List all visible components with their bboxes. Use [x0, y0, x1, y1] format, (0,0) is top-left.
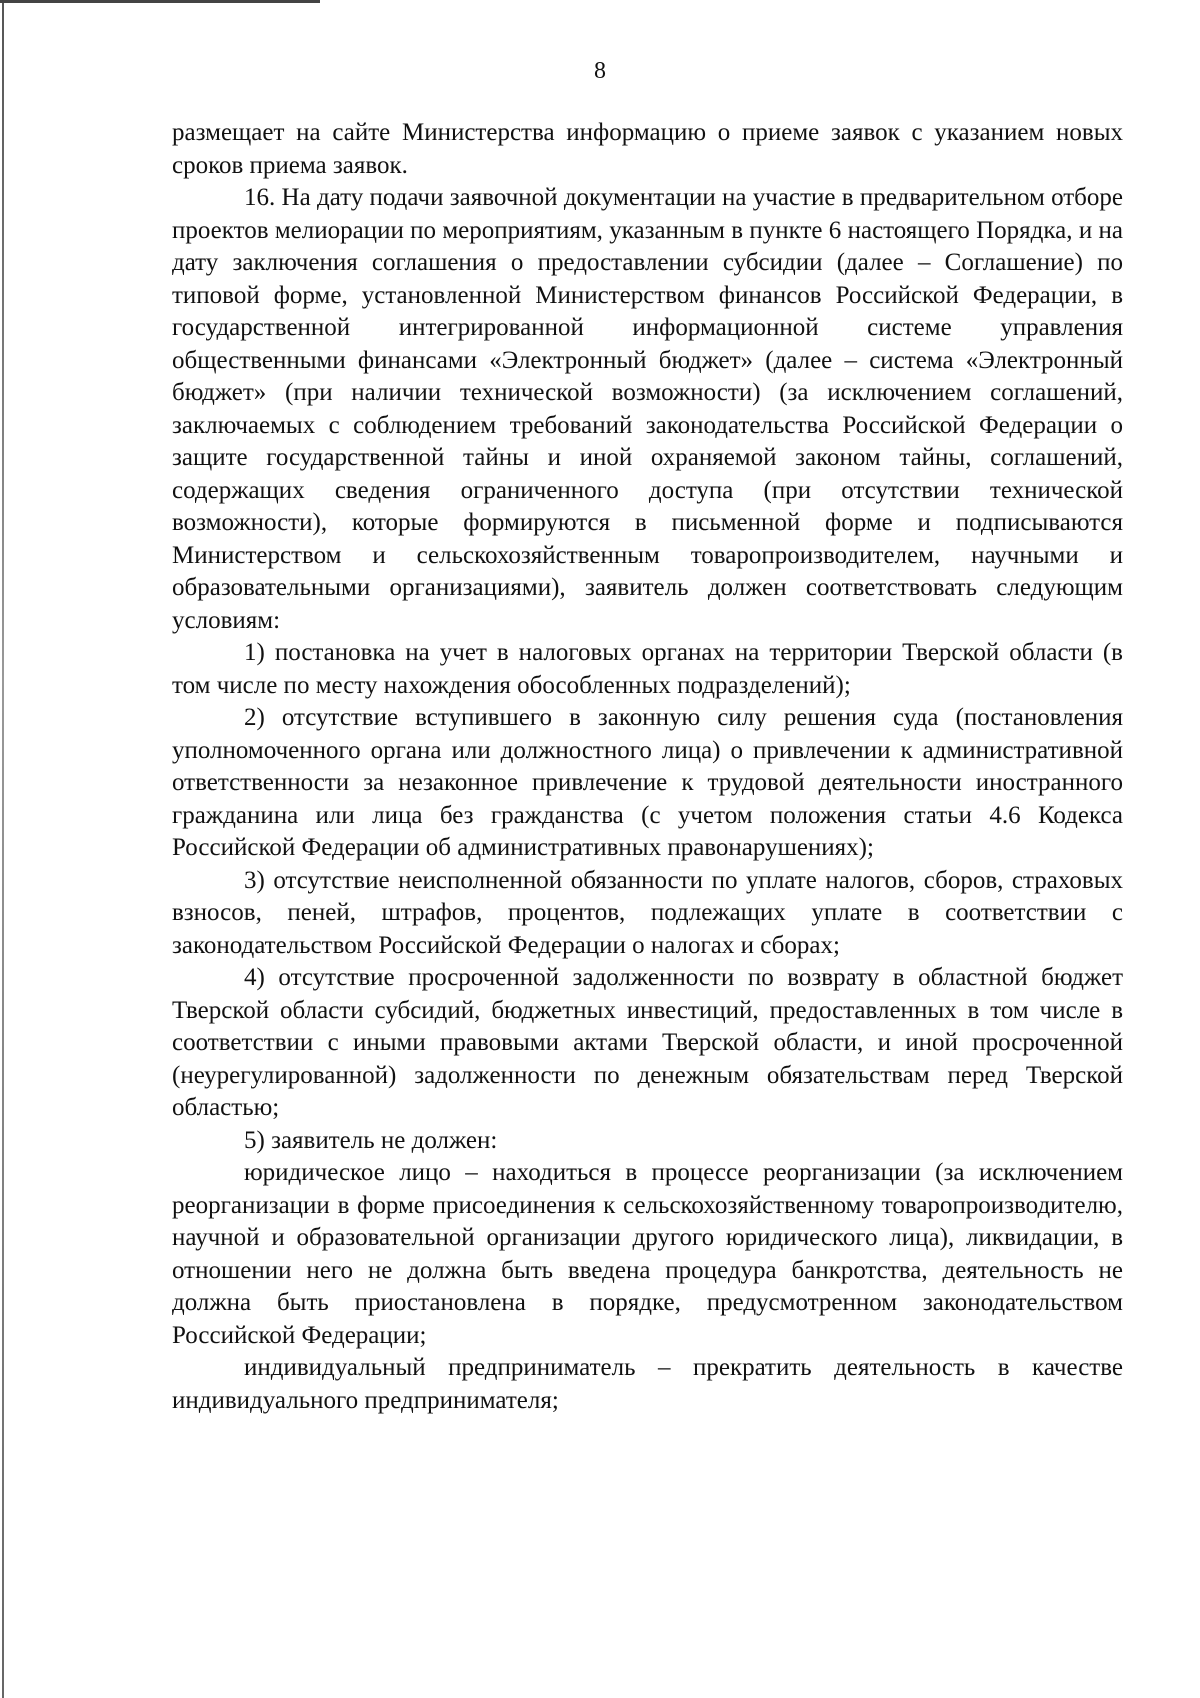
paragraph-condition-5: 5) заявитель не должен:: [244, 1126, 498, 1154]
paragraph-legal-entity: юридическое лицо – находиться в процессе реорганизации (за исключением реорганизации в форме присоединения к сельскохозяйственному товаропроизводителю, научной и образовательной организации другого юридического лица), ликвидации, в отношении него не должна быть введена процедура банкротства, деятельность не должна быть приостановлена в порядке, предусмотренном законодательством Российской Федерации;: [172, 1159, 1123, 1349]
page-number: 8: [594, 58, 606, 84]
paragraph-intro: размещает на сайте Министерства информацию о приеме заявок с указанием новых сроков приема заявок.: [172, 119, 1123, 179]
scan-edge-top: [0, 0, 320, 3]
paragraph-item-16: 16. На дату подачи заявочной документации на участие в предварительном отборе проектов мелиорации по мероприятиям, указанным в пункте 6 настоящего Порядка, и на дату заключения соглашения о предоставлении субсидии (далее – Соглашение) по типовой форме, установленной Министерством финансов Российской Федерации, в государственной интегрированной информационной системе управления общественными финансами «Электронный бюджет» (далее – система «Электронный бюджет» (при наличии технической возможности) (за исключением соглашений, заключаемых с соблюдением требований законодательства Российской Федерации о защите государственной тайны и иной охраняемой законом тайны, соглашений, содержащих сведения ограниченного доступа (при отсутствии технической возможности), которые формируются в письменной форме и подписываются Министерством и сельскохозяйственным товаропроизводителем, научными и образовательными организациями), заявитель должен соответствовать следующим условиям:: [172, 184, 1123, 634]
document-body: [172, 117, 1123, 1417]
paragraph-condition-4: 4) отсутствие просроченной задолженности по возврату в областной бюджет Тверской области субсидий, бюджетных инвестиций, предоставленных в том числе в соответствии с иными правовыми актами Тверской области, и иной просроченной (неурегулированной) задолженности по денежным обязательствам перед Тверской областью;: [172, 964, 1123, 1121]
paragraph-entrepreneur: индивидуальный предприниматель – прекратить деятельность в качестве индивидуального предпринимателя;: [172, 1354, 1123, 1414]
paragraph-condition-1: 1) постановка на учет в налоговых органах на территории Тверской области (в том числе по месту нахождения обособленных подразделений);: [172, 639, 1123, 699]
paragraph-condition-2: 2) отсутствие вступившего в законную силу решения суда (постановления уполномоченного органа или должностного лица) о привлечении к административной ответственности за незаконное привлечение к трудовой деятельности иностранного гражданина или лица без гражданства (с учетом положения статьи 4.6 Кодекса Российской Федерации об административных правонарушениях);: [172, 704, 1123, 861]
scan-edge-left: [2, 0, 4, 1698]
paragraph-condition-3: 3) отсутствие неисполненной обязанности по уплате налогов, сборов, страховых взносов, пеней, штрафов, процентов, подлежащих уплате в соответствии с законодательством Российской Федерации о налогах и сборах;: [172, 866, 1123, 959]
